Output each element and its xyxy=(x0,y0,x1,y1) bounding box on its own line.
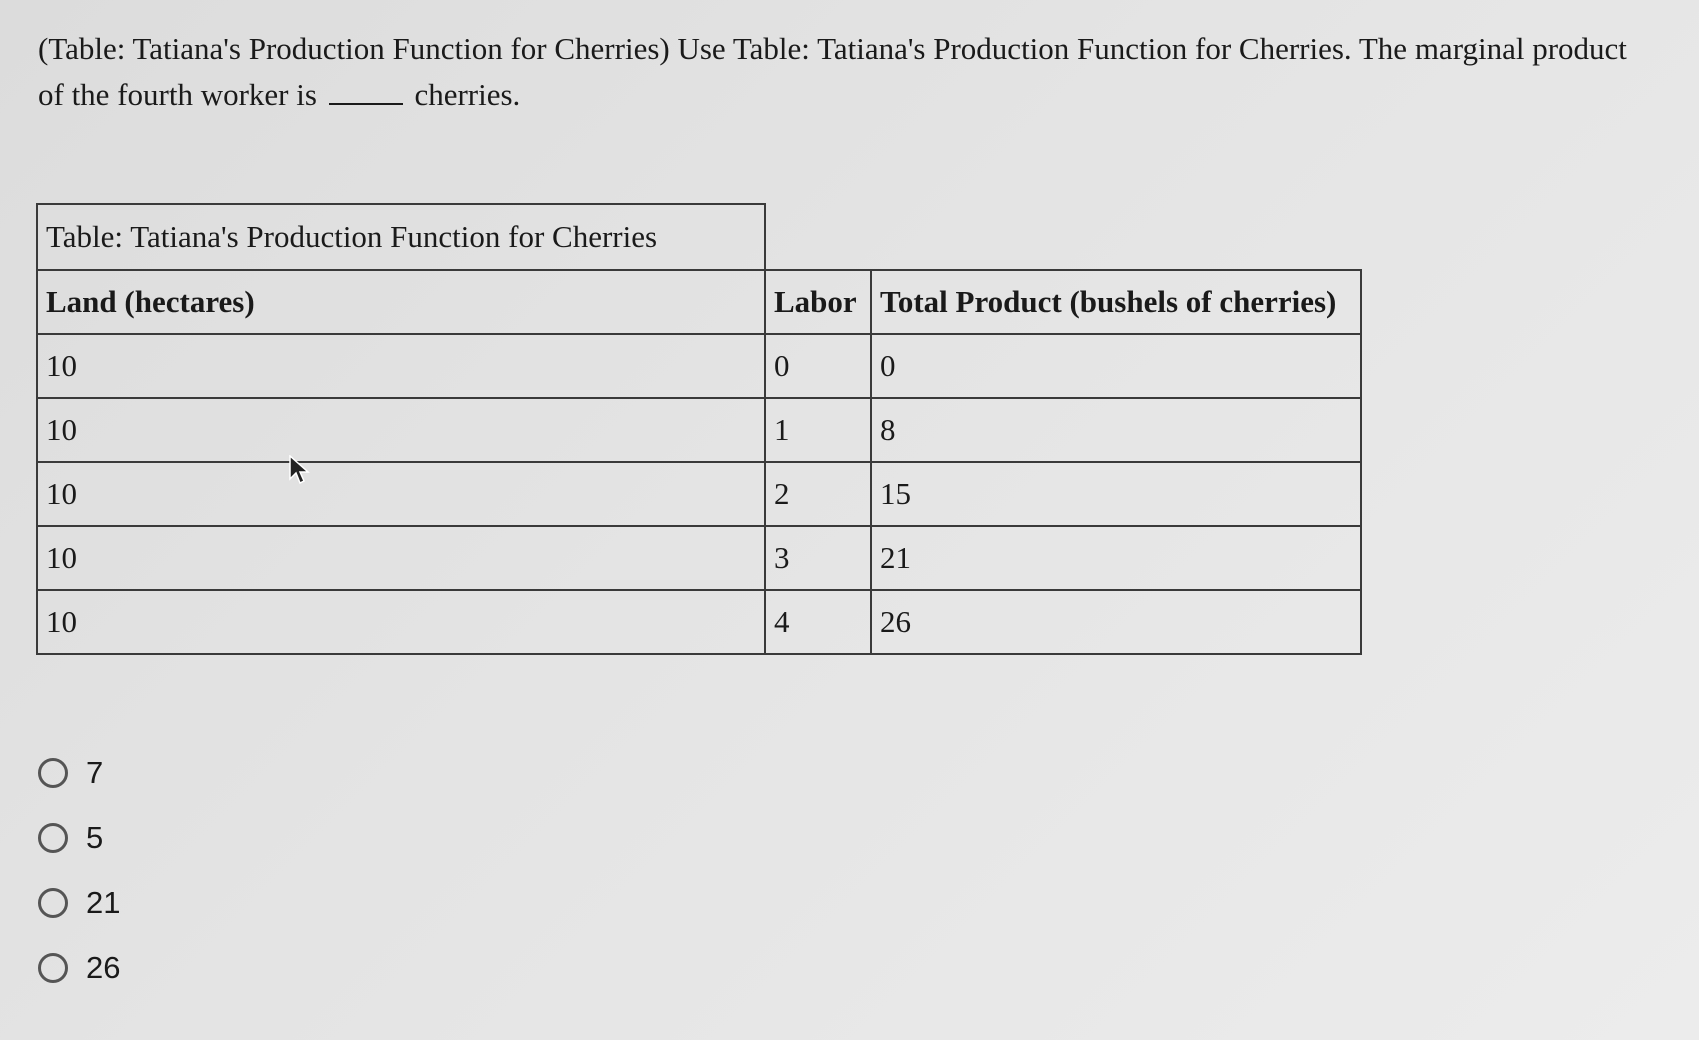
header-total-product: Total Product (bushels of cherries) xyxy=(871,270,1361,334)
option-26[interactable] xyxy=(38,935,120,1000)
cell-labor: 3 xyxy=(765,526,871,590)
radio-circle-icon[interactable] xyxy=(38,823,68,853)
table-row xyxy=(37,462,1361,526)
cell-labor: 4 xyxy=(765,590,871,654)
radio-circle-icon[interactable] xyxy=(38,953,68,983)
option-label: 5 xyxy=(86,819,104,855)
header-land: Land (hectares) xyxy=(37,270,765,334)
header-labor: Labor xyxy=(765,270,871,334)
table-row xyxy=(37,590,1361,654)
table-caption: Table: Tatiana's Production Function for Cherries xyxy=(37,204,765,270)
question-text xyxy=(38,26,1658,118)
table-header-row xyxy=(37,270,1361,334)
question-suffix: cherries. xyxy=(414,77,521,112)
table-row xyxy=(37,334,1361,398)
cell-total: 15 xyxy=(871,462,1361,526)
option-21[interactable] xyxy=(38,870,120,935)
cell-labor: 0 xyxy=(765,334,871,398)
option-7[interactable] xyxy=(38,740,120,805)
cell-land: 10 xyxy=(37,526,765,590)
empty-cell xyxy=(765,204,871,270)
option-label: 21 xyxy=(86,884,121,920)
option-label: 26 xyxy=(86,949,121,985)
cell-total: 21 xyxy=(871,526,1361,590)
cell-total: 8 xyxy=(871,398,1361,462)
answer-options xyxy=(38,740,120,1000)
table-row xyxy=(37,526,1361,590)
cell-total: 0 xyxy=(871,334,1361,398)
question-stem: (Table: Tatiana's Production Function for Cherries) Use Table: Tatiana's Production Function for Cherries. The marginal product of the fourth worker is xyxy=(38,31,1627,112)
cell-labor: 1 xyxy=(765,398,871,462)
radio-circle-icon[interactable] xyxy=(38,758,68,788)
mouse-pointer-icon xyxy=(288,455,310,485)
cell-land: 10 xyxy=(37,462,765,526)
production-table xyxy=(36,203,1362,655)
cell-land: 10 xyxy=(37,398,765,462)
empty-cell xyxy=(871,204,1361,270)
cell-labor: 2 xyxy=(765,462,871,526)
radio-circle-icon[interactable] xyxy=(38,888,68,918)
table-caption-row xyxy=(37,204,1361,270)
cell-total: 26 xyxy=(871,590,1361,654)
option-label: 7 xyxy=(86,754,104,790)
option-5[interactable] xyxy=(38,805,120,870)
cell-land: 10 xyxy=(37,590,765,654)
cell-land: 10 xyxy=(37,334,765,398)
table-row xyxy=(37,398,1361,462)
answer-blank xyxy=(329,77,403,105)
